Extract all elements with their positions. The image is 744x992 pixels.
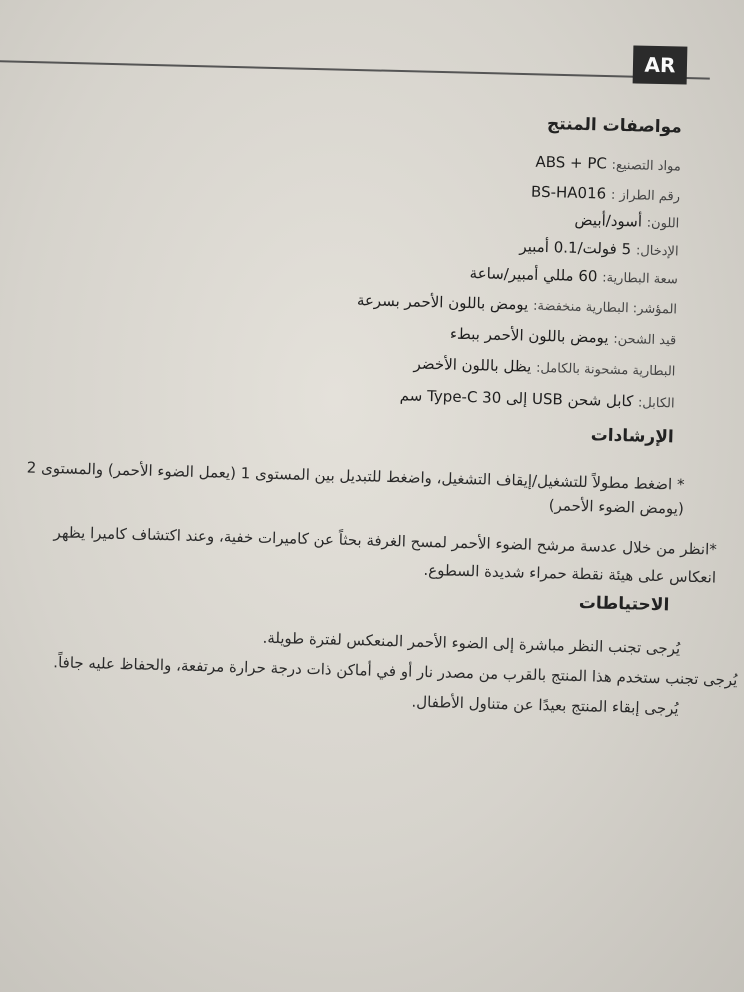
spec-line [450,325,677,349]
spec-value: أسود/أبيض [574,210,643,231]
precautions-title: الاحتياطات [578,592,670,616]
specs-title: مواصفات المنتج [546,114,683,138]
instruction-line: انعكاس على هيئة نقطة حمراء شديدة السطوع. [423,560,717,587]
spec-line [400,386,675,411]
spec-line [531,183,680,205]
spec-line [357,291,678,317]
spec-line [519,237,679,259]
spec-label: المؤشر: البطارية منخفضة: [532,298,678,318]
spec-label: الكابل: [637,395,675,412]
language-tab: AR [633,45,688,84]
instructions-title: الإرشادات [590,425,674,448]
spec-label: سعة البطارية: [601,270,679,288]
spec-value: ABS + PC [535,152,608,173]
spec-line [535,153,681,175]
spec-value: كابل شحن USB إلى Type-C 30 سم [399,386,634,411]
precaution-line: يُرجى تجنب النظر مباشرة إلى الضوء الأحمر المنعكس لفترة طويلة. [262,628,681,658]
instruction-line: *انظر من خلال عدسة مرشح الضوء الأحمر لمسح الغرفة بحثاً عن كاميرات خفية، وعند اكتشاف كاميرا يظهر [53,523,717,559]
spec-value: BS-HA016 [530,182,607,203]
spec-value: يومض باللون الأحمر ببطء [449,324,609,347]
spec-label: اللون: [646,215,680,232]
spec-label: قيد الشحن: [613,331,677,349]
spec-value: يظل باللون الأخضر [413,354,532,376]
spec-line [469,264,678,287]
spec-line [574,211,679,232]
precaution-line: يُرجى إبقاء المنتج بعيدًا عن متناول الأطفال. [411,692,679,718]
instruction-line: (يومض الضوء الأحمر) [548,496,685,518]
instruction-line: * اضغط مطولاً للتشغيل/إيقاف التشغيل، واضغط للتبديل بين المستوى 1 (يعمل الضوء الأحمر) والمستوى 2 [26,458,685,494]
spec-value: 5 فولت/0.1 أمبير [519,237,632,259]
spec-label: البطارية مشحونة بالكامل: [535,360,676,380]
precaution-line: يُرجى تجنب ستخدم هذا المنتج بالقرب من مصدر نار أو في أماكن ذات درجة حرارة مرتفعة، والحفاظ عليه جافاً. [53,653,738,690]
spec-value: 60 مللي أمبير/ساعة [469,264,598,286]
spec-value: يومض باللون الأحمر بسرعة [356,291,529,314]
spec-line [413,355,675,380]
spec-label: الإدخال: [635,243,679,260]
spec-label: مواد التصنيع: [611,157,681,175]
spec-label: رقم الطراز : [610,187,681,205]
